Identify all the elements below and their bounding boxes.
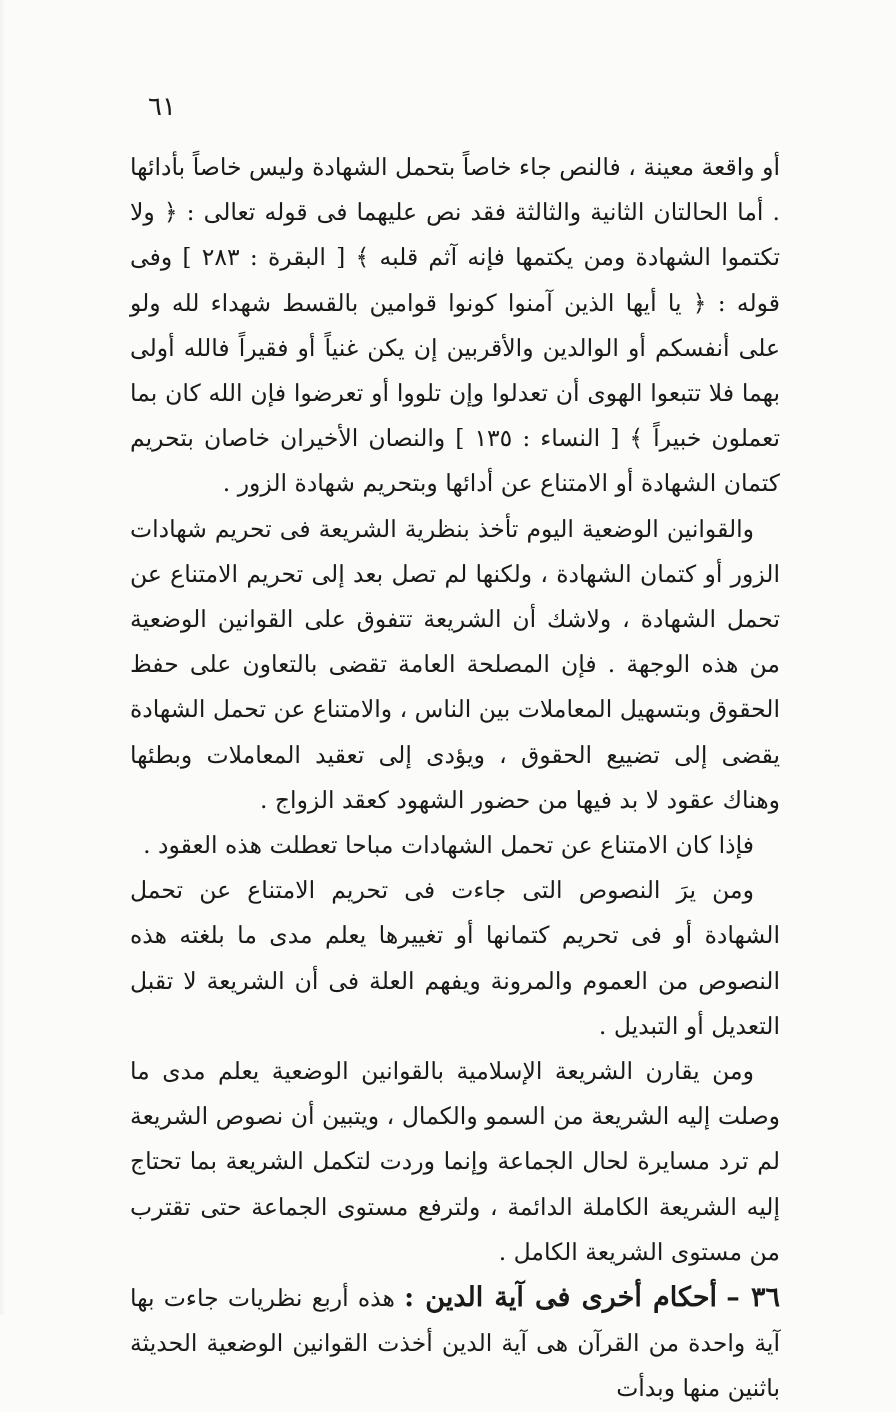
section-title: أحكام أخرى فى آية الدين :: [404, 1282, 718, 1314]
page-body: [130, 145, 780, 1412]
paragraph: فإذا كان الامتناع عن تحمل الشهادات مباحا تعطلت هذه العقود .: [143, 831, 754, 860]
section-paragraph: [130, 1275, 780, 1412]
paragraph: ومن يقارن الشريعة الإسلامية بالقوانين الوضعية يعلم مدى ما وصلت إليه الشريعة من السمو والكمال ، ويتبين أن نصوص الشريعة لم ترد مسايرة لحال الجماعة وإنما وردت لتكمل الشريعة بما تحتاج إليه الشريعة الكاملة الدائمة ، ولترفع مستوى الجماعة حتى تقترب من مستوى الشريعة الكامل .: [130, 1057, 780, 1266]
section-text: هذه أربع نظريات جاءت بها آية واحدة من القرآن هى آية الدين أخذت القوانين الوضعية الحديثة باثنين منها وبدأت: [130, 1284, 780, 1403]
paragraph: والقوانين الوضعية اليوم تأخذ بنظرية الشريعة فى تحريم شهادات الزور أو كتمان الشهادة ، ولكنها لم تصل بعد إلى تحريم الامتناع عن تحمل الشهادة ، ولاشك أن الشريعة تتفوق على القوانين الوضعية من هذه الوجهة . فإن المصلحة العامة تقضى بالتعاون على حفظ الحقوق وبتسهيل المعاملات بين الناس ، والامتناع عن تحمل الشهادة يقضى إلى تضييع الحقوق ، ويؤدى إلى تعقيد المعاملات وبطئها وهناك عقود لا بد فيها من حضور الشهود كعقد الزواج .: [130, 514, 780, 814]
paragraph: ومن يرَ النصوص التى جاءت فى تحريم الامتناع عن تحمل الشهادة أو فى تحريم كتمانها أو تغييرها يعلم مدى ما بلغته هذه النصوص من العموم والمرونة ويفهم العلة فى أن الشريعة لا تقبل التعديل أو التبديل .: [130, 876, 780, 1040]
section-number: ٣٦ –: [726, 1282, 780, 1314]
page-edge-left: [0, 0, 6, 1315]
page-number: ٦١: [148, 92, 176, 122]
paragraph: أو واقعة معينة ، فالنص جاء خاصاً بتحمل الشهادة وليس خاصاً بأدائها . أما الحالتان الثانية والثالثة فقد نص عليهما فى قوله تعالى : ﴿ ولا تكتموا الشهادة ومن يكتمها فإنه آثم قلبه ﴾ [ البقرة : ٢٨٣ ] وفى قوله : ﴿ يا أيها الذين آمنوا كونوا قوامين بالقسط شهداء لله ولو على أنفسكم أو الوالدين والأقربين إن يكن غنياً أو فقيراً فالله أولى بهما فلا تتبعوا الهوى أن تعدلوا وإن تلووا أو تعرضوا فإن الله كان بما تعملون خبيراً ﴾ [ النساء : ١٣٥ ] والنصان الأخيران خاصان بتحريم كتمان الشهادة أو الامتناع عن أدائها وبتحريم شهادة الزور .: [130, 153, 781, 498]
